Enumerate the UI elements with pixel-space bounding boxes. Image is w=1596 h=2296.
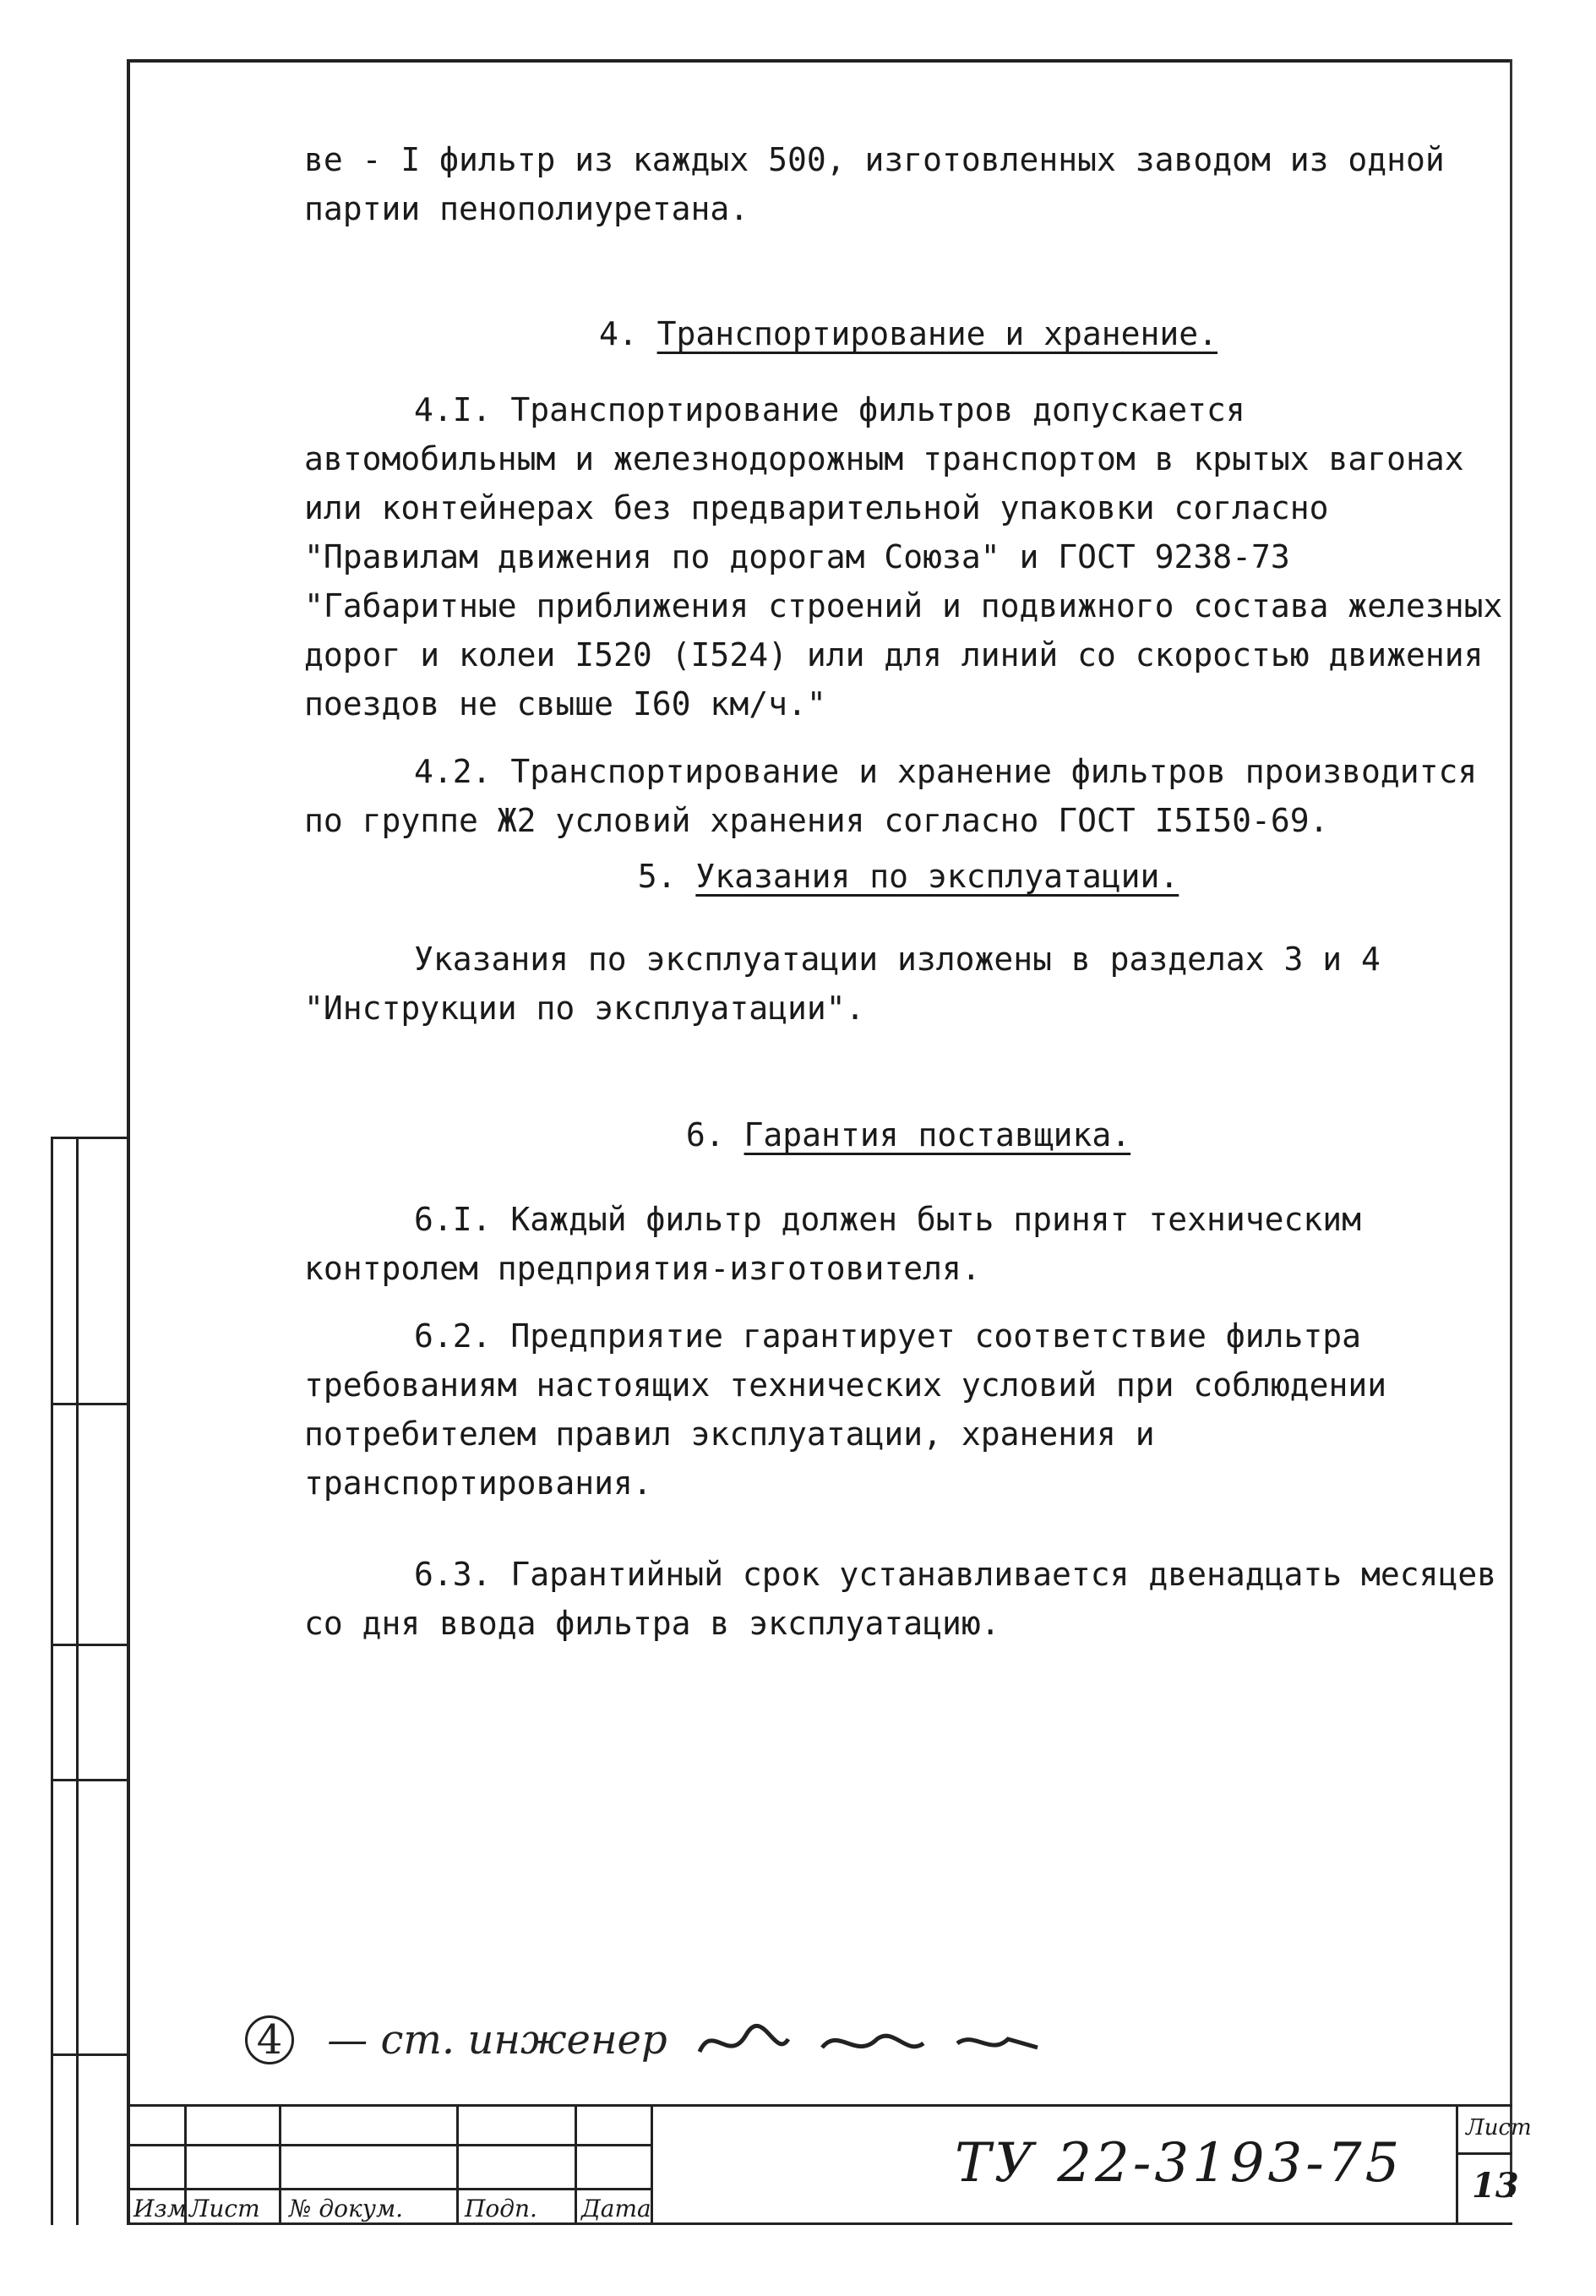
clause-4-1: 4.I. Транспортирование фильтров допускается автомобильным и железнодорожным транспортом в крытых вагонах или контейнерах без предварительной упаковки согласно "Правилам движения по дорогам Союза" и ГОСТ 9238-73 "Габаритные приближения строений и подвижного состава железных дорог и колеи I520 (I524) или для линий со скоростью движения поездов не свыше I60 км/ч." xyxy=(304,391,1503,723)
frame-top-border xyxy=(127,59,1512,63)
clause-4-2: 4.2. Транспортирование и хранение фильтров производится по группе Ж2 условий хранения согласно ГОСТ I5I50-69. xyxy=(304,753,1478,839)
section-heading-5 xyxy=(304,852,1512,901)
title-block-stamp xyxy=(127,2104,1532,2225)
stamp-col-izm: Изм xyxy=(133,2195,187,2222)
signature-scribble xyxy=(695,2018,1050,2069)
circled-revision-mark: 4 xyxy=(245,2015,294,2064)
clause-6-3: 6.3. Гарантийный срок устанавливается двенадцать месяцев со дня ввода фильтра в эксплуатацию. xyxy=(304,1556,1497,1642)
signature-text: — ст. инженер xyxy=(327,2016,667,2064)
section-number: 5. xyxy=(637,858,677,895)
stamp-col-podp: Подп. xyxy=(465,2195,537,2222)
section-title: Гарантия поставщика. xyxy=(744,1116,1131,1153)
clause-5: Указания по эксплуатации изложены в разделах 3 и 4 "Инструкции по эксплуатации". xyxy=(304,941,1381,1027)
sheet-label: Лист xyxy=(1466,2115,1532,2141)
document-body xyxy=(304,135,1512,1648)
stamp-col-list: Лист xyxy=(189,2195,260,2222)
clause-6-1: 6.I. Каждый фильтр должен быть принят техническим контролем предприятия-изготовителя. xyxy=(304,1201,1362,1287)
paragraph-continuation-line-1: ве - I фильтр из каждых 500, изготовленных заводом из одной xyxy=(304,141,1445,178)
paragraph-continuation-line-2: партии пенополиуретана. xyxy=(304,190,749,227)
stamp-col-doc: № докум. xyxy=(289,2195,404,2222)
stamp-col-data: Дата xyxy=(581,2195,651,2222)
section-heading-4 xyxy=(304,309,1512,358)
section-number: 4. xyxy=(598,315,638,352)
handwritten-signature-line xyxy=(245,2015,1050,2069)
clause-6-2: 6.2. Предприятие гарантирует соответствие фильтра требованиям настоящих технических условий при соблюдении потребителем правил эксплуатации, хранения и транспортирования. xyxy=(304,1317,1387,1502)
sheet-number: 13 xyxy=(1472,2166,1519,2206)
section-title: Указания по эксплуатации. xyxy=(695,858,1179,895)
document-code: ТУ 22-3193-75 xyxy=(955,2132,1403,2195)
section-heading-6 xyxy=(304,1110,1512,1159)
side-stamp-strip xyxy=(51,1137,128,2225)
section-number: 6. xyxy=(685,1116,725,1153)
section-title: Транспортирование и хранение. xyxy=(656,315,1218,352)
